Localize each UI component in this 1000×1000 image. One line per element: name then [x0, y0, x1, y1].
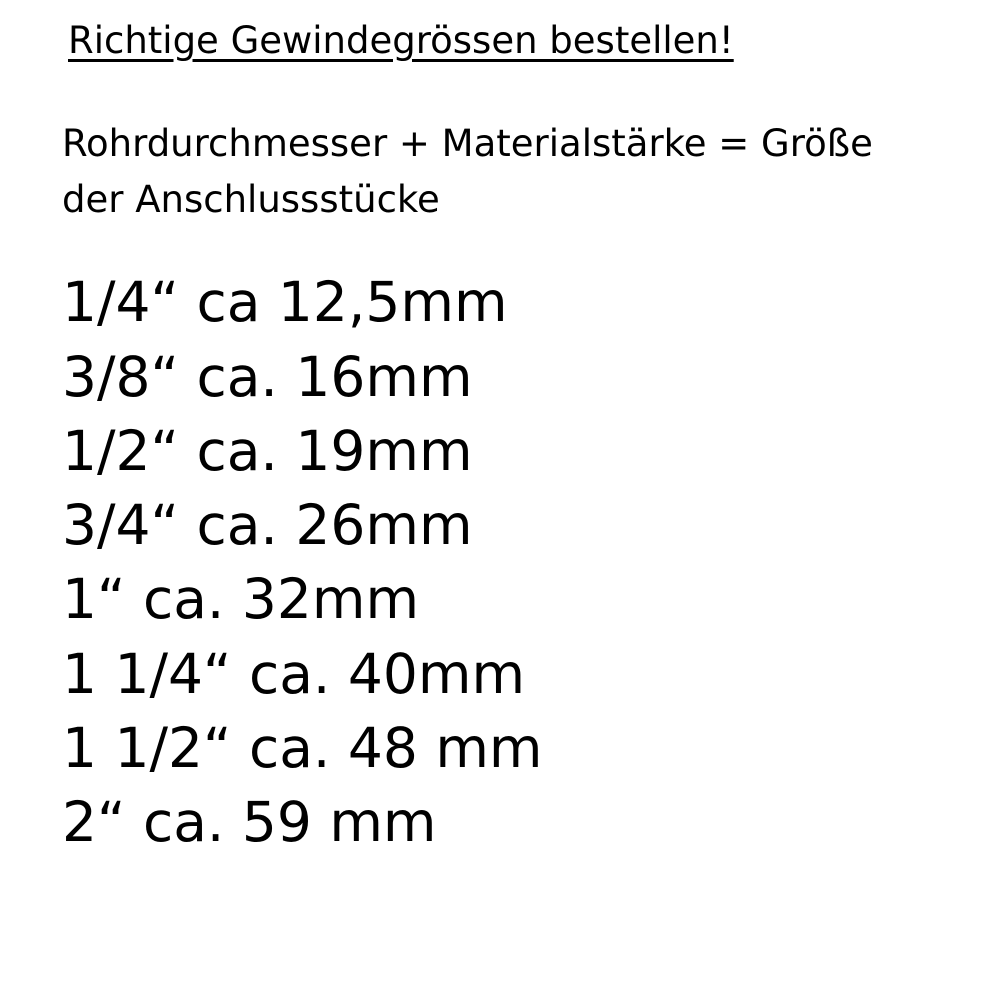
list-item: 1 1/4“ ca. 40mm: [62, 641, 526, 706]
list-item: 1/2“ ca. 19mm: [62, 418, 473, 483]
list-item: 1 1/2“ ca. 48 mm: [62, 715, 543, 780]
list-item: 3/8“ ca. 16mm: [62, 344, 473, 409]
subtitle-formula: Rohrdurchmesser + Materialstärke = Größe der Anschlussstücke: [62, 122, 873, 221]
list-item: 2“ ca. 59 mm: [62, 790, 437, 854]
list-item: 3/4“ ca. 26mm: [62, 493, 473, 557]
list-item: 1/4“ ca 12,5mm: [62, 270, 508, 335]
list-item: 1“ ca. 32mm: [62, 567, 420, 632]
thread-size-list: [62, 265, 1000, 859]
page-title: Richtige Gewindegrössen bestellen!: [68, 19, 734, 62]
